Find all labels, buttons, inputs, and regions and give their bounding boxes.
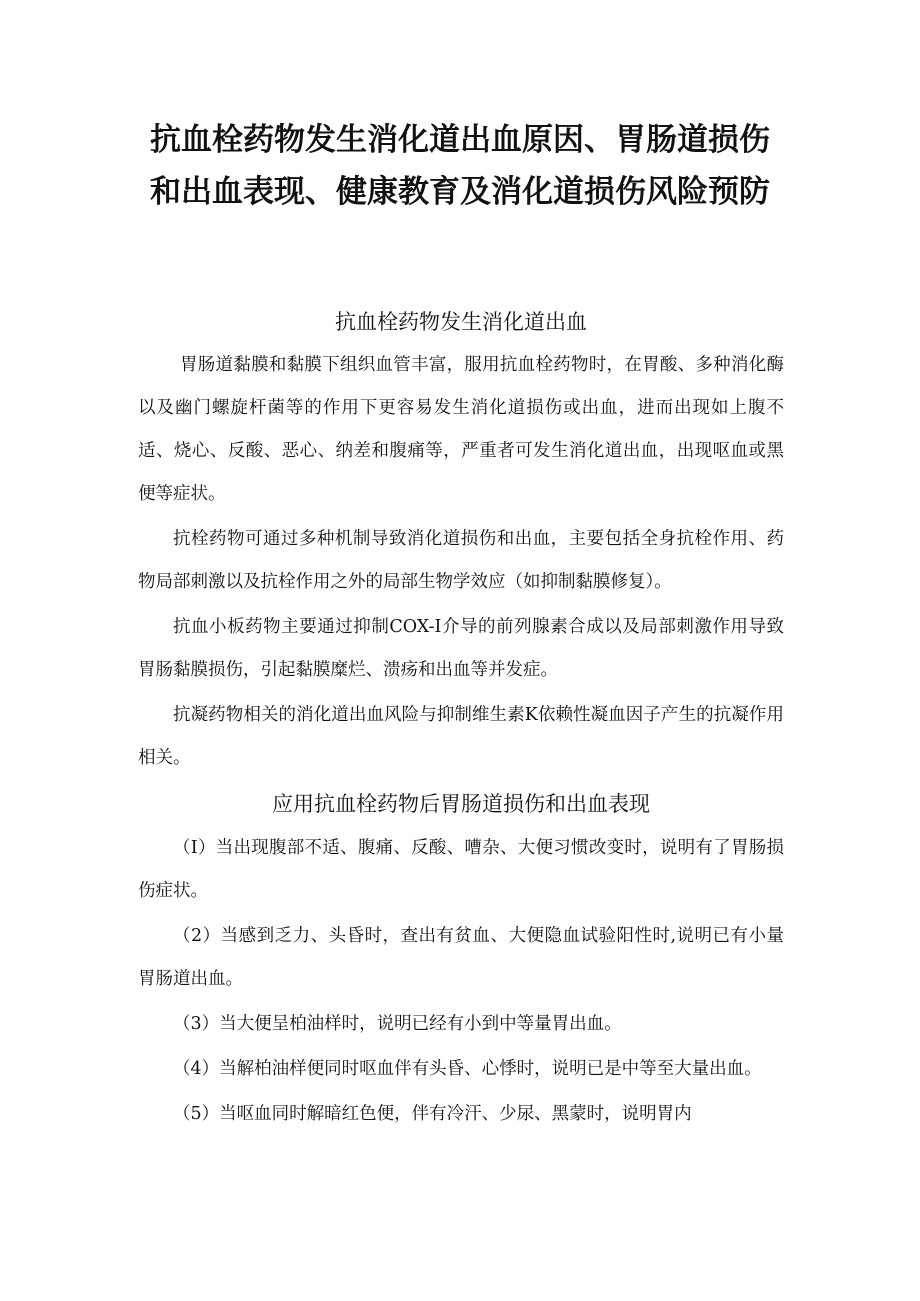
paragraph: 抗血小板药物主要通过抑制COX-I介导的前列腺素合成以及局部刺激作用导致胃肠黏膜损伤，引起黏膜糜烂、溃疡和出血等并发症。 — [138, 617, 784, 680]
paragraph: 抗凝药物相关的消化道出血风险与抑制维生素K依赖性凝血因子产生的抗凝作用相关。 — [138, 705, 784, 768]
list-item: （4）当解柏油样便同时呕血伴有头昏、心悸时，说明已是中等至大量出血。 — [173, 1059, 762, 1079]
section-heading: 应用抗血栓药物后胃肠道损伤和出血表现 — [272, 792, 650, 816]
paragraph: 抗栓药物可通过多种机制导致消化道损伤和出血，主要包括全身抗栓作用、药物局部刺激以及抗栓作用之外的局部生物学效应（如抑制黏膜修复）。 — [138, 529, 784, 592]
list-item: （2）当感到乏力、头昏时，查出有贫血、大便隐血试验阳性时,说明已有小量胃肠道出血。 — [138, 926, 784, 989]
list-item: （3）当大便呈柏油样时，说明已经有小到中等量胃出血。 — [173, 1014, 622, 1034]
list-item: （5）当呕血同时解暗红色便，伴有冷汗、少尿、黑蒙时，说明胃内 — [173, 1104, 692, 1124]
list-item: （I）当出现腹部不适、腹痛、反酸、嘈杂、大便习惯改变时，说明有了胃肠损伤症状。 — [138, 838, 784, 901]
document-body — [138, 302, 784, 1138]
section-heading: 抗血栓药物发生消化道出血 — [335, 310, 587, 334]
document-title: 抗血栓药物发生消化道出血原因、胃肠道损伤和出血表现、健康教育及消化道损伤风险预防 — [150, 122, 770, 210]
paragraph: 胃肠道黏膜和黏膜下组织血管丰富，服用抗血栓药物时，在胃酸、多种消化酶以及幽门螺旋杆菌等的作用下更容易发生消化道损伤或出血，进而出现如上腹不适、烧心、反酸、恶心、纳差和腹痛等，严重者可发生消化道出血，出现呕血或黑便等症状。 — [138, 355, 784, 504]
